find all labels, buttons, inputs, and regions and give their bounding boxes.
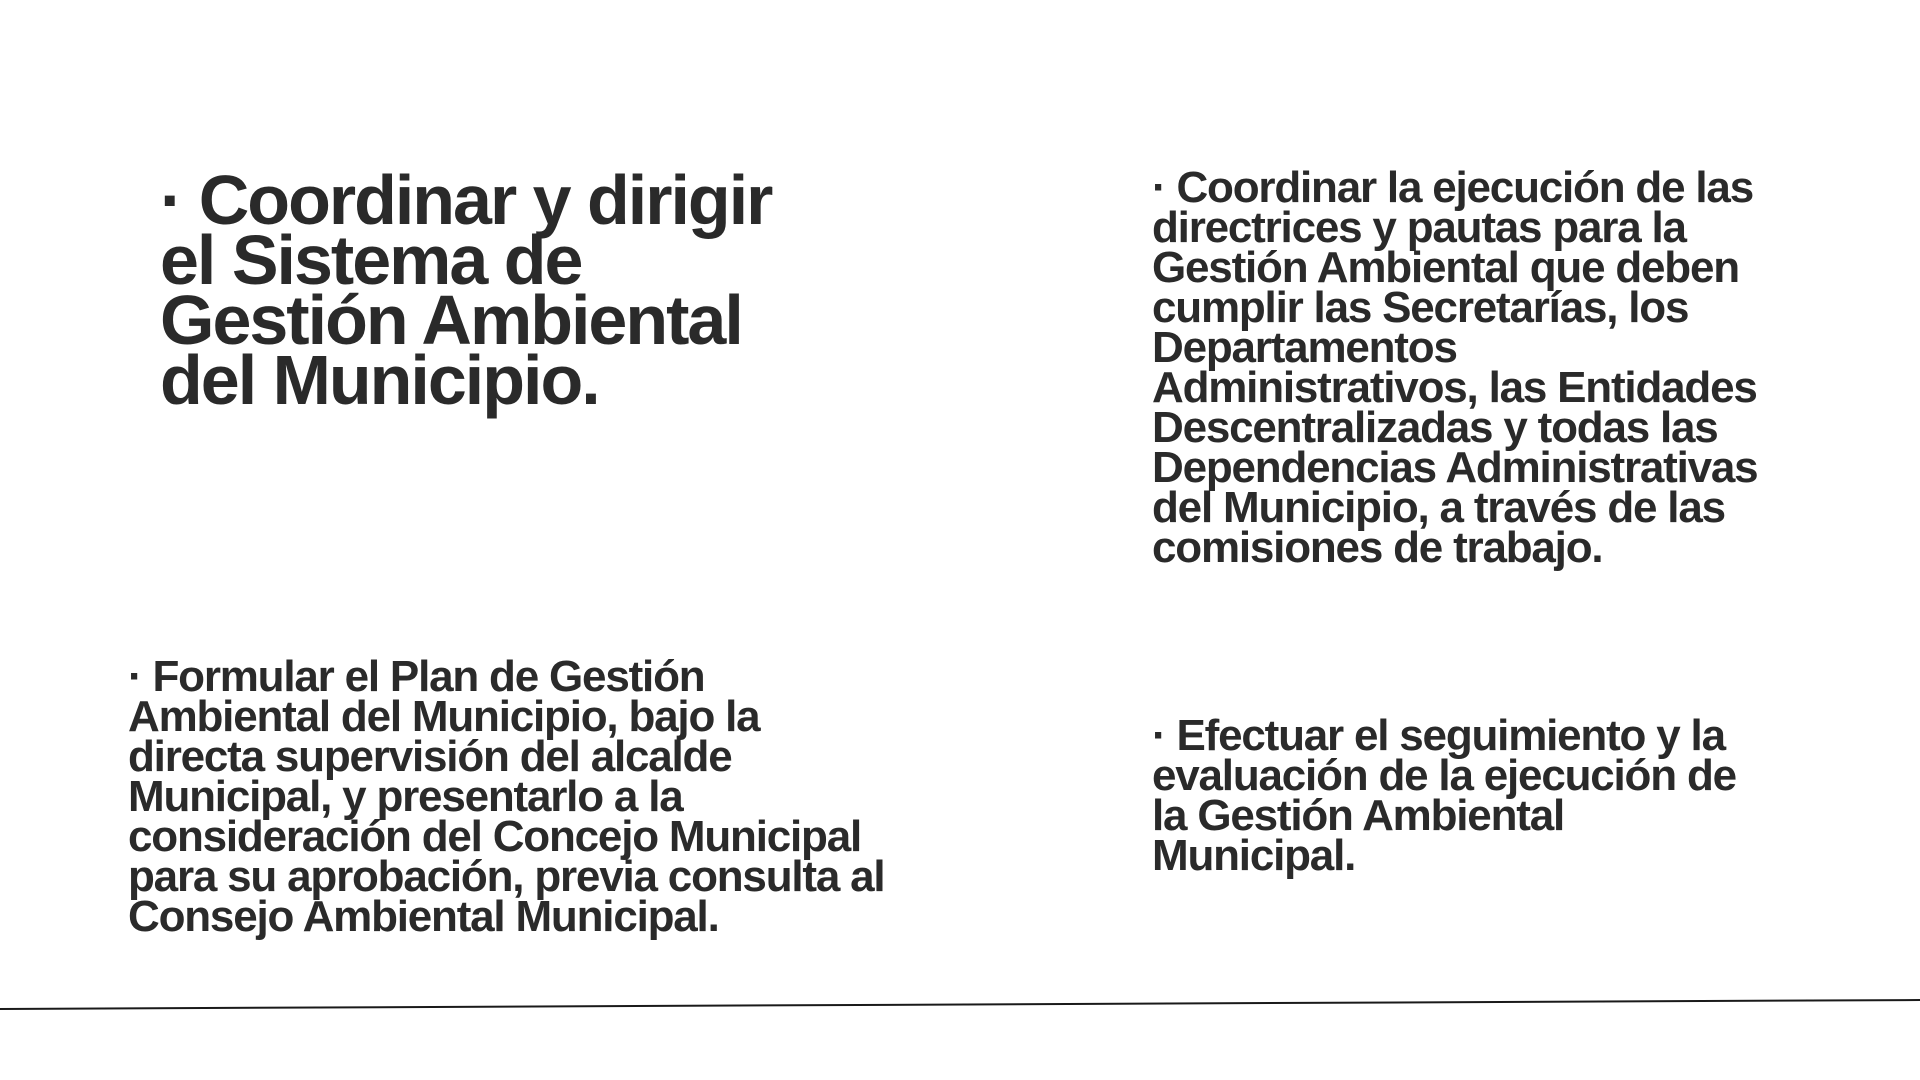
text-formular-plan: · Formular el Plan de Gestión Ambiental del Municipio, bajo la directa supervisión del alcalde Municipal, y presentarlo a la consideración del Concejo Municipal para su aprobación, previa consulta al Consejo Ambiental Municipal. bbox=[128, 652, 885, 941]
text-coordinar-ejecucion: · Coordinar la ejecución de las directrices y pautas para la Gestión Ambiental que deben cumplir las Secretarías, los Departamentos Administrativos, las Entidades Descentralizadas y todas las Dependencias Administrativas del Municipio, a través de las comisiones de trabajo. bbox=[1152, 163, 1758, 572]
text-efectuar-seguimiento: · Efectuar el seguimiento y la evaluación de la ejecución de la Gestión Ambiental Municipal. bbox=[1152, 711, 1736, 880]
heading-coordinar-dirigir: · Coordinar y dirigir el Sistema de Gestión Ambiental del Municipio. bbox=[160, 161, 772, 419]
